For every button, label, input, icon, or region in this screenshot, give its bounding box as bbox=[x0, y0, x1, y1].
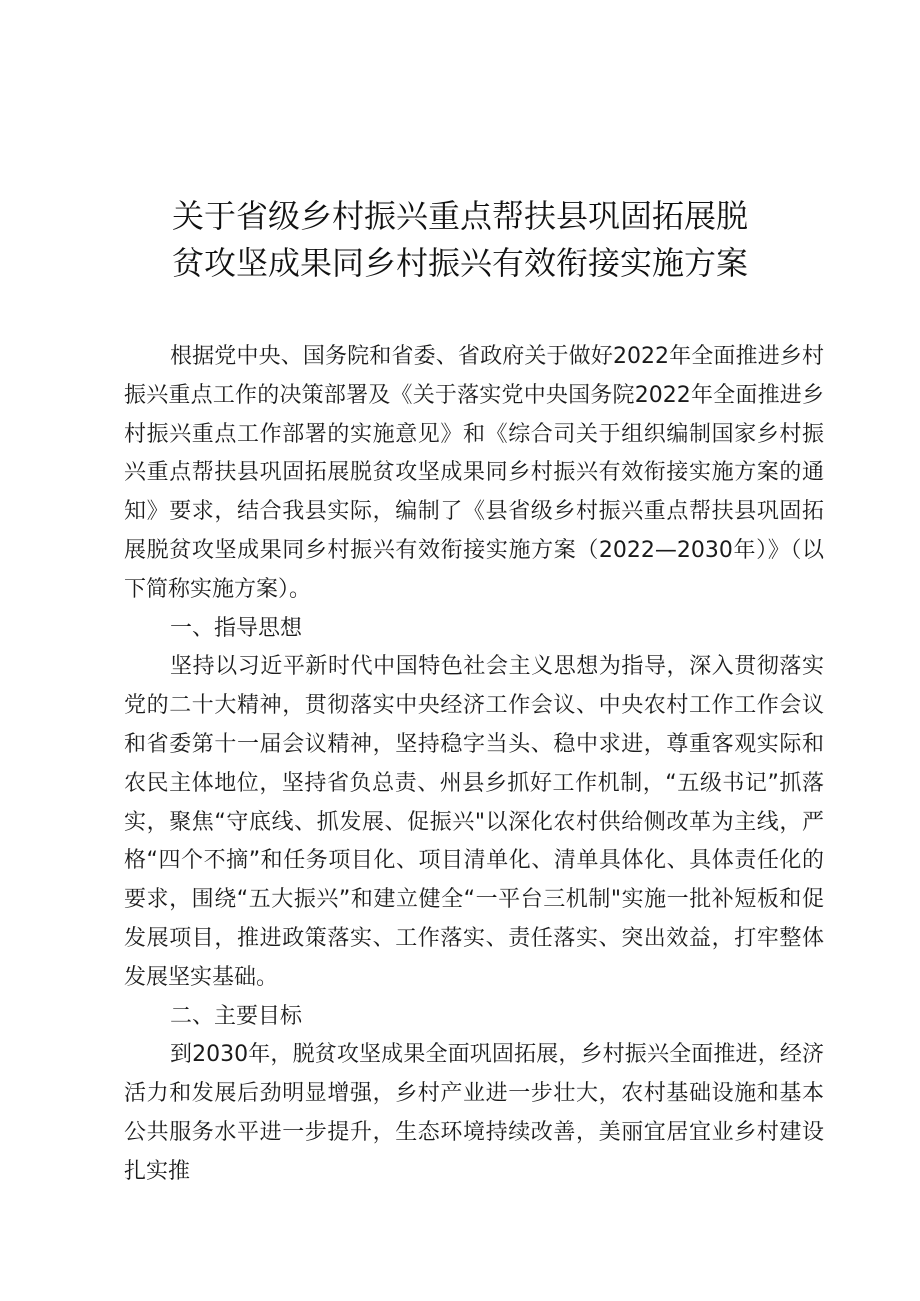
document-title-line-1: 关于省级乡村振兴重点帮扶县巩固拓展脱 bbox=[171, 197, 748, 235]
intro-paragraph: 根据党中央、国务院和省委、省政府关于做好2022年全面推进乡村振兴重点工作的决策部署及《关于落实党中央国务院2022年全面推进乡村振兴重点工作部署的实施意见》和《综合司关于组织编制国家乡村振兴重点帮扶县巩固拓展脱贫攻坚成果同乡村振兴有效衔接实施方案的通知》要求，结合我县实际，编制了《县省级乡村振兴重点帮扶县巩固拓展脱贫攻坚成果同乡村振兴有效衔接实施方案（2022—2030年）》（以下简称实施方案）。 bbox=[124, 344, 824, 602]
document-body bbox=[124, 338, 824, 1192]
section-1-paragraph: 坚持以习近平新时代中国特色社会主义思想为指导，深入贯彻落实党的二十大精神，贯彻落实中央经济工作会议、中央农村工作工作会议和省委第十一届会议精神，坚持稳字当头、稳中求进，尊重客观实际和农民主体地位，坚持省负总责、州县乡抓好工作机制，“五级书记”抓落实，聚焦“守底线、抓发展、促振兴"以深化农村供给侧改革为主线，严格“四个不摘”和任务项目化、项目清单化、清单具体化、具体责任化的要求，围绕“五大振兴”和建立健全“一平台三机制"实施一批补短板和促发展项目，推进政策落实、工作落实、责任落实、突出效益，打牢整体发展坚实基础。 bbox=[124, 654, 824, 990]
document-title-line-2: 贫攻坚成果同乡村振兴有效衔接实施方案 bbox=[171, 244, 748, 282]
section-1-heading: 一、指导思想 bbox=[170, 615, 303, 641]
section-2-heading: 二、主要目标 bbox=[170, 1003, 303, 1029]
section-2-paragraph: 到2030年，脱贫攻坚成果全面巩固拓展，乡村振兴全面推进，经济活力和发展后劲明显增强，乡村产业进一步壮大，农村基础设施和基本公共服务水平进一步提升，生态环境持续改善，美丽宜居宜业乡村建设扎实推 bbox=[124, 1042, 824, 1184]
